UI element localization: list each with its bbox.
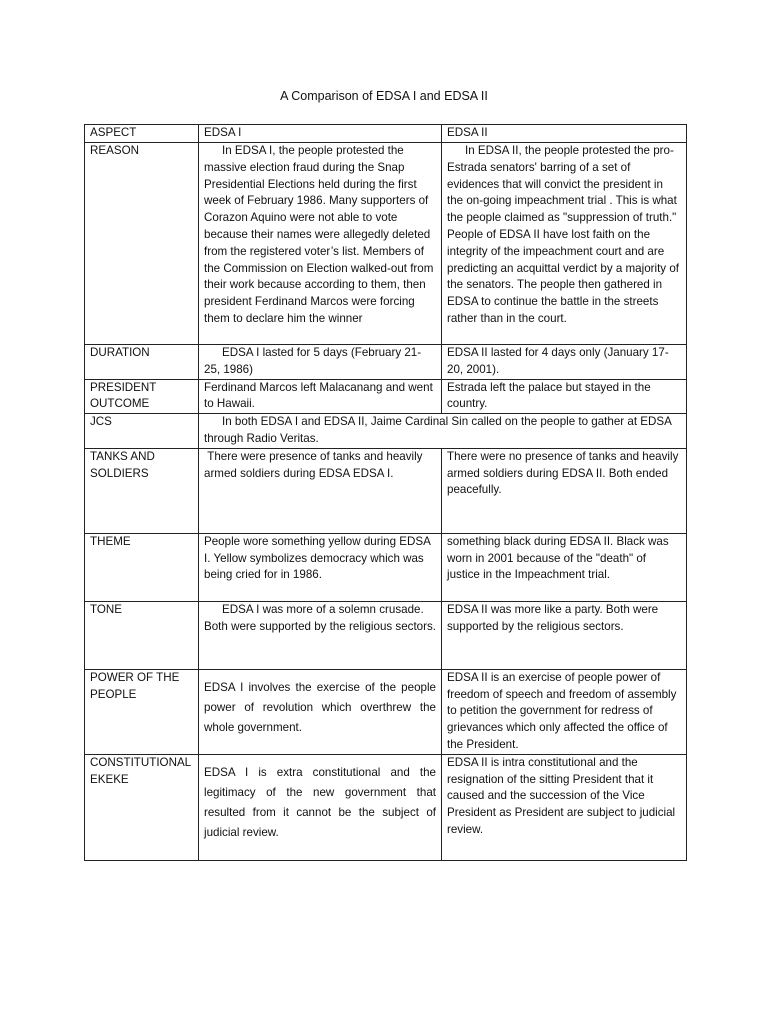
edsa1-cell: EDSA I is extra constitutional and the legitimacy of the new government that resulted from it cannot be the subject of judicial review. <box>199 754 442 860</box>
edsa1-text: In EDSA I, the people protested the massive election fraud during the Snap Presidential Elections held during the first week of February 1986. Many supporters of Corazon Aquino were not able to vote because their names were allegedly deleted from the registered voter’s list. Members of the Commission on Election walked-out from their work because according to them, then president Ferdinand Marcos were forcing them to declare him the winner <box>204 144 434 325</box>
edsa2-text: In EDSA II, the people protested the pro-Estrada senators' barring of a set of evidences that will convict the president in the on-going impeachment trial . This is what the people claimed as "suppression of truth." People of EDSA II have lost faith on the integrity of the impeachment court and are predicting an acquittal verdict by a majority of the senators. The people then gathered in EDSA to continue the battle in the streets rather than in the court. <box>447 144 679 325</box>
table-row-power <box>85 669 687 754</box>
edsa1-cell: People wore something yellow during EDSA I. Yellow symbolizes democracy which was being cried for in 1986. <box>199 533 442 601</box>
edsa1-cell <box>199 345 442 380</box>
edsa2-cell <box>442 143 687 345</box>
aspect-cell: THEME <box>85 533 199 601</box>
aspect-cell: TONE <box>85 601 199 669</box>
header-edsa-1: EDSA I <box>199 125 442 143</box>
edsa2-cell: There were no presence of tanks and heavily armed soldiers during EDSA II. Both ended peacefully. <box>442 448 687 533</box>
edsa1-text: EDSA I lasted for 5 days (February 21-25, 1986) <box>204 346 422 376</box>
aspect-cell: JCS <box>85 414 199 449</box>
aspect-cell: POWER OF THE PEOPLE <box>85 669 199 754</box>
edsa1-cell <box>199 601 442 669</box>
header-aspect: ASPECT <box>85 125 199 143</box>
edsa2-cell: EDSA II is intra constitutional and the resignation of the sitting President that it caused and the succession of the Vice President as President are subject to judicial review. <box>442 754 687 860</box>
table-row-tone <box>85 601 687 669</box>
table-header-row <box>85 125 687 143</box>
document-title: A Comparison of EDSA I and EDSA II <box>280 89 488 103</box>
edsa2-cell: EDSA II was more like a party. Both were supported by the religious sectors. <box>442 601 687 669</box>
comparison-table <box>84 124 687 861</box>
aspect-cell: DURATION <box>85 345 199 380</box>
table-row-president-outcome <box>85 379 687 414</box>
table-row-tanks <box>85 448 687 533</box>
edsa2-cell: something black during EDSA II. Black was worn in 2001 because of the "death" of justice in the Impeachment trial. <box>442 533 687 601</box>
table-row-reason <box>85 143 687 345</box>
edsa2-cell: EDSA II is an exercise of people power of freedom of speech and freedom of assembly to petition the government for redress of grievances which only affected the office of the President. <box>442 669 687 754</box>
combined-cell <box>199 414 687 449</box>
edsa1-cell <box>199 448 442 533</box>
aspect-cell: CONSTITUTIONAL EKEKE <box>85 754 199 860</box>
edsa1-cell <box>199 143 442 345</box>
edsa1-cell: Ferdinand Marcos left Malacanang and went to Hawaii. <box>199 379 442 414</box>
edsa1-cell: EDSA I involves the exercise of the people power of revolution which overthrew the whole government. <box>199 669 442 754</box>
aspect-cell: REASON <box>85 143 199 345</box>
combined-text: In both EDSA I and EDSA II, Jaime Cardinal Sin called on the people to gather at EDSA through Radio Veritas. <box>204 415 672 445</box>
table-row-duration <box>85 345 687 380</box>
edsa2-cell: EDSA II lasted for 4 days only (January 17-20, 2001). <box>442 345 687 380</box>
table-row-jcs <box>85 414 687 449</box>
table-row-theme <box>85 533 687 601</box>
edsa1-text: There were presence of tanks and heavily armed soldiers during EDSA EDSA I. <box>204 449 423 480</box>
table-row-constitutional <box>85 754 687 860</box>
aspect-cell: TANKS AND SOLDIERS <box>85 448 199 533</box>
edsa1-text: EDSA I was more of a solemn crusade. Both were supported by the religious sectors. <box>204 602 436 633</box>
edsa2-cell: Estrada left the palace but stayed in the country. <box>442 379 687 414</box>
header-edsa-2: EDSA II <box>442 125 687 143</box>
aspect-cell: PRESIDENT OUTCOME <box>85 379 199 414</box>
